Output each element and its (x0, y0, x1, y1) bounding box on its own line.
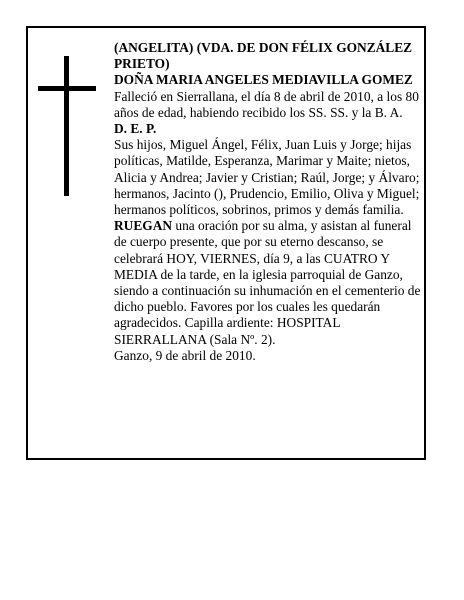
obituary-text (114, 40, 422, 364)
death-announcement: Falleció en Sierrallana, el día 8 de abril de 2010, a los 80 años de edad, habiendo recibido los SS. SS. y la B. A. (114, 88, 419, 120)
cross-vertical-bar (64, 56, 69, 196)
dep-line: D. E. P. (114, 121, 157, 137)
header-line: (ANGELITA) (VDA. DE DON FÉLIX GONZÁLEZ PRIETO) (114, 40, 413, 72)
family-list: Sus hijos, Miguel Ángel, Félix, Juan Luis y Jorge; hijas políticas, Matilde, Esperanza, Marimar y Maite; nietos, Alicia y Andrea; Javier y Cristian; Raúl, Jorge; y Álvaro; hermanos, Jacinto (), Prudencio, Emilio, Oliva y Miguel; hermanos políticos, sobrinos, primos y demás familia. (114, 137, 420, 218)
funeral-request (114, 218, 422, 348)
ruegan-text: una oración por su alma, y asistan al funeral de cuerpo presente, que por su eterno descanso, se celebrará HOY, VIERNES, día 9, a las CUATRO Y MEDIA de la tarde, en la iglesia parroquial de Ganzo, siendo a continuación su inhumación en el cementerio de dicho pueblo. Favores por los cuales les quedarán agradecidos. Capilla ardiente: HOSPITAL SIERRALLANA (Sala Nº. 2). (114, 218, 421, 347)
deceased-name: DOÑA MARIA ANGELES MEDIAVILLA GOMEZ (114, 72, 413, 88)
place-date: Ganzo, 9 de abril de 2010. (114, 347, 256, 363)
ruegan-label: RUEGAN (114, 218, 173, 234)
cross-horizontal-bar (38, 86, 96, 91)
